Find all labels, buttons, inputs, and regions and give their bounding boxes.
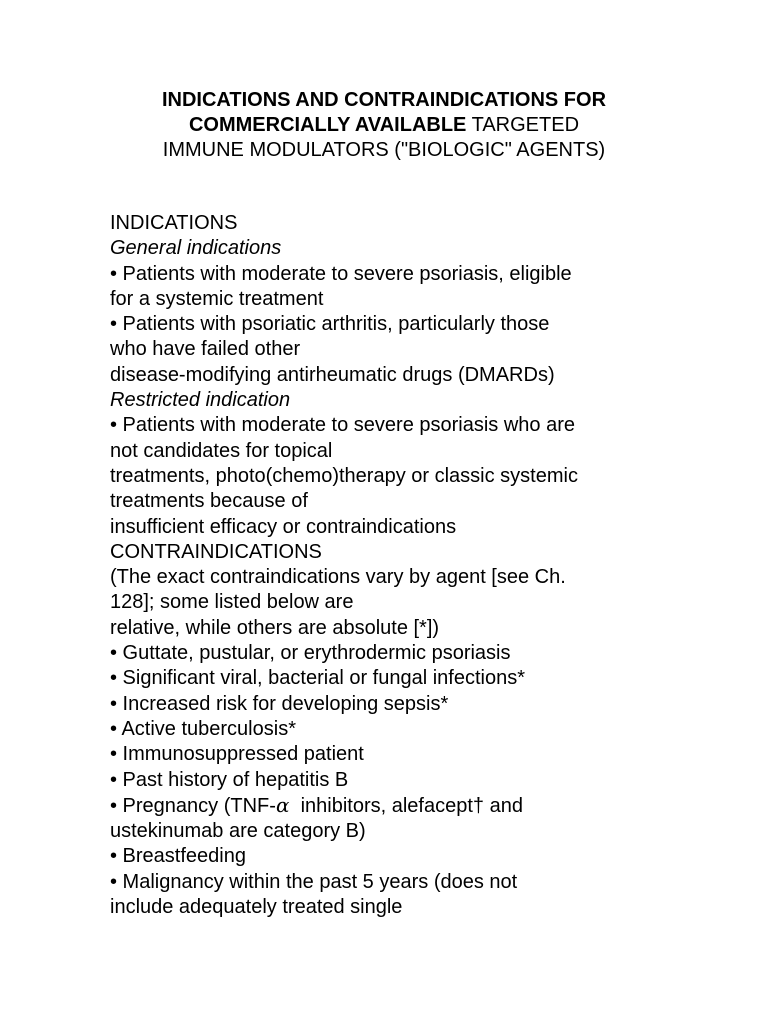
- restricted-indication-line: treatments, photo(chemo)therapy or classic systemic: [110, 464, 578, 487]
- general-indication-line: disease-modifying antirheumatic drugs (DMARDs): [110, 363, 555, 386]
- pregnancy-prefix: • Pregnancy (TNF-: [110, 794, 276, 817]
- contraindication-item: • Breastfeeding: [110, 845, 246, 868]
- contraindication-item: • Significant viral, bacterial or fungal infections*: [110, 667, 525, 690]
- restricted-indication-line: treatments because of: [110, 490, 308, 513]
- contraindication-item: • Past history of hepatitis B: [110, 768, 349, 791]
- restricted-indication-line: not candidates for topical: [110, 439, 333, 462]
- title-line-2: [80, 113, 688, 138]
- general-indications-heading: General indications: [110, 237, 282, 260]
- restricted-indication-line: insufficient efficacy or contraindications: [110, 515, 457, 538]
- general-indication-line: for a systemic treatment: [110, 287, 324, 310]
- contraindications-heading: CONTRAINDICATIONS: [110, 540, 322, 563]
- general-indication-line: • Patients with psoriatic arthritis, particularly those: [110, 313, 550, 336]
- contraindication-item: include adequately treated single: [110, 896, 403, 919]
- pregnancy-suffix: inhibitors, alefacept† and: [289, 794, 523, 817]
- contraindication-item: ustekinumab are category B): [110, 820, 366, 843]
- general-indication-line: who have failed other: [110, 338, 301, 361]
- contraindication-item: • Guttate, pustular, or erythrodermic psoriasis: [110, 642, 511, 665]
- document-body: [110, 211, 670, 920]
- title-line-2-bold: COMMERCIALLY AVAILABLE: [188, 114, 467, 136]
- alpha-symbol: α: [275, 792, 290, 817]
- contraindication-item: • Malignancy within the past 5 years (does not: [110, 870, 518, 893]
- restricted-indication-heading: Restricted indication: [110, 389, 291, 412]
- contraindication-item-pregnancy: [110, 793, 670, 819]
- contraindications-intro-line: (The exact contraindications vary by agent [see Ch.: [110, 566, 566, 589]
- contraindication-item: • Immunosuppressed patient: [110, 743, 364, 766]
- title-line-3: IMMUNE MODULATORS ("BIOLOGIC" AGENTS): [162, 139, 606, 161]
- contraindications-intro-line: relative, while others are absolute [*]): [110, 616, 440, 639]
- indications-heading: INDICATIONS: [110, 212, 238, 234]
- title-line-2-normal: TARGETED: [466, 114, 580, 136]
- title-line-1: INDICATIONS AND CONTRAINDICATIONS FOR: [161, 89, 607, 111]
- contraindications-intro-line: 128]; some listed below are: [110, 591, 354, 614]
- contraindication-item: • Active tuberculosis*: [110, 717, 296, 740]
- restricted-indication-line: • Patients with moderate to severe psoriasis who are: [110, 414, 575, 437]
- general-indication-line: • Patients with moderate to severe psoriasis, eligible: [110, 262, 572, 285]
- document-title: [80, 88, 688, 163]
- contraindication-item: • Increased risk for developing sepsis*: [110, 692, 449, 715]
